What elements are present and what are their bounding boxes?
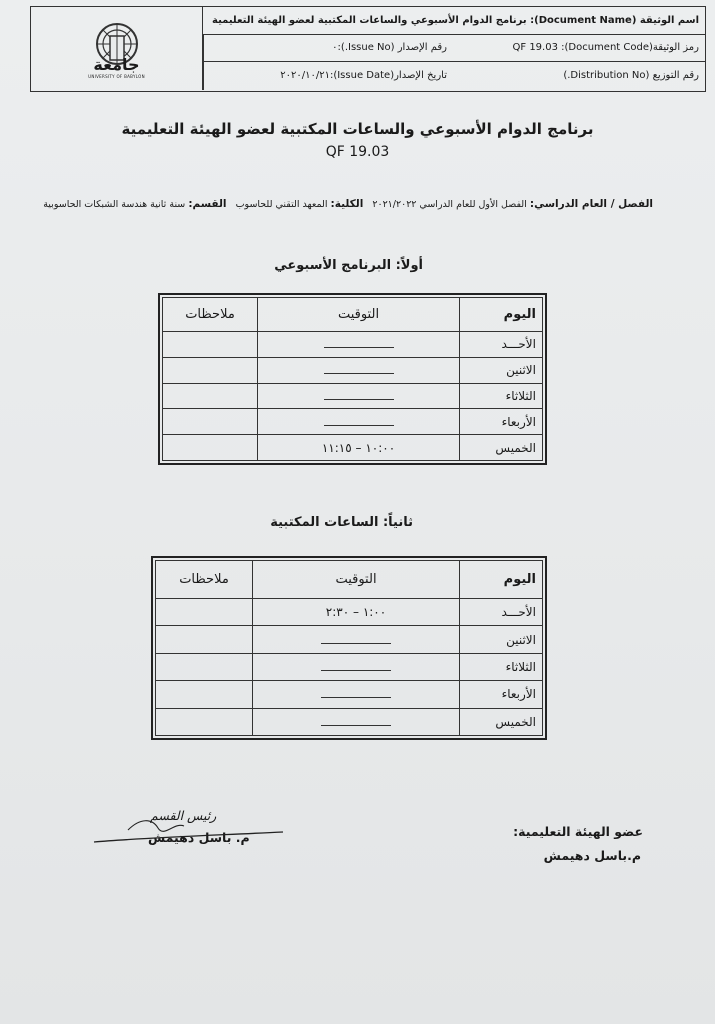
document-code: رمز الوثيقة(Document Code): QF 19.03	[512, 42, 699, 54]
blank-line	[321, 660, 391, 671]
semester-label: الفصل / العام الدراسي:	[529, 198, 653, 210]
table-row	[163, 357, 543, 383]
day-cell: الأربعاء	[460, 681, 543, 708]
blank-line	[321, 687, 391, 698]
notes-cell	[156, 708, 253, 735]
blank-line	[324, 363, 394, 374]
logo-text: جامعة	[93, 55, 140, 74]
table-row	[163, 332, 543, 358]
header-time: التوقيت	[253, 561, 460, 599]
time-cell	[258, 332, 460, 358]
time-cell	[258, 357, 460, 383]
day-cell: الأحـــد	[460, 599, 543, 626]
notes-cell	[163, 409, 258, 435]
member-name: م.باسل دهيمش	[543, 848, 641, 863]
blank-line	[321, 715, 391, 726]
header-row-dates	[203, 62, 705, 90]
blank-line	[324, 415, 394, 426]
table-row	[156, 599, 543, 626]
distribution-no-cell	[453, 62, 705, 90]
time-cell	[258, 409, 460, 435]
notes-cell	[156, 653, 253, 680]
department-value: سنة ثانية هندسة الشبكات الحاسوبية	[43, 199, 186, 210]
office-hours-heading: ثانياً: الساعات المكتبية	[270, 515, 413, 530]
department-label: القسم:	[188, 198, 227, 210]
head-name: م. باسل دهيمش	[148, 830, 250, 845]
table-header-row	[163, 298, 543, 332]
issue-date: تاريخ الإصدار(Issue Date):٢٠٢٠/١٠/٢١	[280, 70, 447, 82]
notes-cell	[156, 599, 253, 626]
notes-cell	[163, 383, 258, 409]
table-row	[163, 435, 543, 461]
day-cell: الخميس	[460, 435, 543, 461]
logo-subtext: UNIVERSITY OF BABYLON	[88, 74, 145, 79]
issue-no: رقم الإصدار (Issue No.):٠	[332, 42, 447, 54]
issue-no-cell	[203, 35, 453, 62]
header-notes: ملاحظات	[163, 298, 258, 332]
notes-cell	[163, 435, 258, 461]
weekly-schedule-heading: أولاً: البرنامج الأسبوعي	[274, 258, 423, 273]
table-row	[156, 681, 543, 708]
time-cell	[253, 708, 460, 735]
college-value: المعهد التقني للحاسوب	[235, 199, 328, 210]
course-meta-line	[43, 198, 653, 210]
day-cell: الثلاثاء	[460, 383, 543, 409]
table-row	[156, 708, 543, 735]
time-cell	[253, 626, 460, 653]
time-cell	[258, 383, 460, 409]
issue-date-cell	[203, 62, 453, 90]
day-cell: الثلاثاء	[460, 653, 543, 680]
blank-line	[321, 633, 391, 644]
time-cell: ١٠:٠٠ – ١١:١٥	[258, 435, 460, 461]
document-name: اسم الوثيقة (Document Name): برنامج الدوام الأسبوعي والساعات المكتبية لعضو الهيئة التعليمية	[212, 14, 699, 26]
day-cell: الاثنين	[460, 626, 543, 653]
member-label: عضو الهيئة التعليمية:	[513, 824, 643, 839]
blank-line	[324, 389, 394, 400]
header-notes: ملاحظات	[156, 561, 253, 599]
table-row	[163, 409, 543, 435]
document-header	[30, 6, 706, 92]
header-row-document-name	[203, 7, 705, 35]
university-logo	[31, 7, 203, 90]
college-label: الكلية:	[330, 198, 364, 210]
table-row	[156, 626, 543, 653]
header-row-codes	[203, 35, 705, 63]
head-label: رئيس القسم	[150, 808, 217, 823]
day-cell: الاثنين	[460, 357, 543, 383]
page-title: برنامج الدوام الأسبوعي والساعات المكتبية لعضو الهيئة التعليمية	[121, 120, 594, 138]
day-cell: الأربعاء	[460, 409, 543, 435]
form-code: QF 19.03	[325, 144, 390, 160]
document-code-cell	[453, 35, 705, 62]
weekly-schedule-table	[158, 293, 547, 465]
table-row	[156, 653, 543, 680]
notes-cell	[163, 332, 258, 358]
time-cell	[253, 653, 460, 680]
notes-cell	[156, 681, 253, 708]
blank-line	[324, 337, 394, 348]
notes-cell	[163, 357, 258, 383]
table-row	[163, 383, 543, 409]
header-day: اليوم	[460, 561, 543, 599]
time-cell: ١:٠٠ – ٢:٣٠	[253, 599, 460, 626]
semester-value: الفصل الأول للعام الدراسي ٢٠٢١/٢٠٢٢	[372, 199, 527, 210]
head-signature-stroke	[88, 812, 288, 852]
table-header-row	[156, 561, 543, 599]
time-cell	[253, 681, 460, 708]
day-cell: الأحـــد	[460, 332, 543, 358]
distribution-no: رقم التوزيع (Distribution No.)	[563, 70, 699, 82]
notes-cell	[156, 626, 253, 653]
office-hours-table	[151, 556, 547, 740]
header-time: التوقيت	[258, 298, 460, 332]
day-cell: الخميس	[460, 708, 543, 735]
header-day: اليوم	[460, 298, 543, 332]
